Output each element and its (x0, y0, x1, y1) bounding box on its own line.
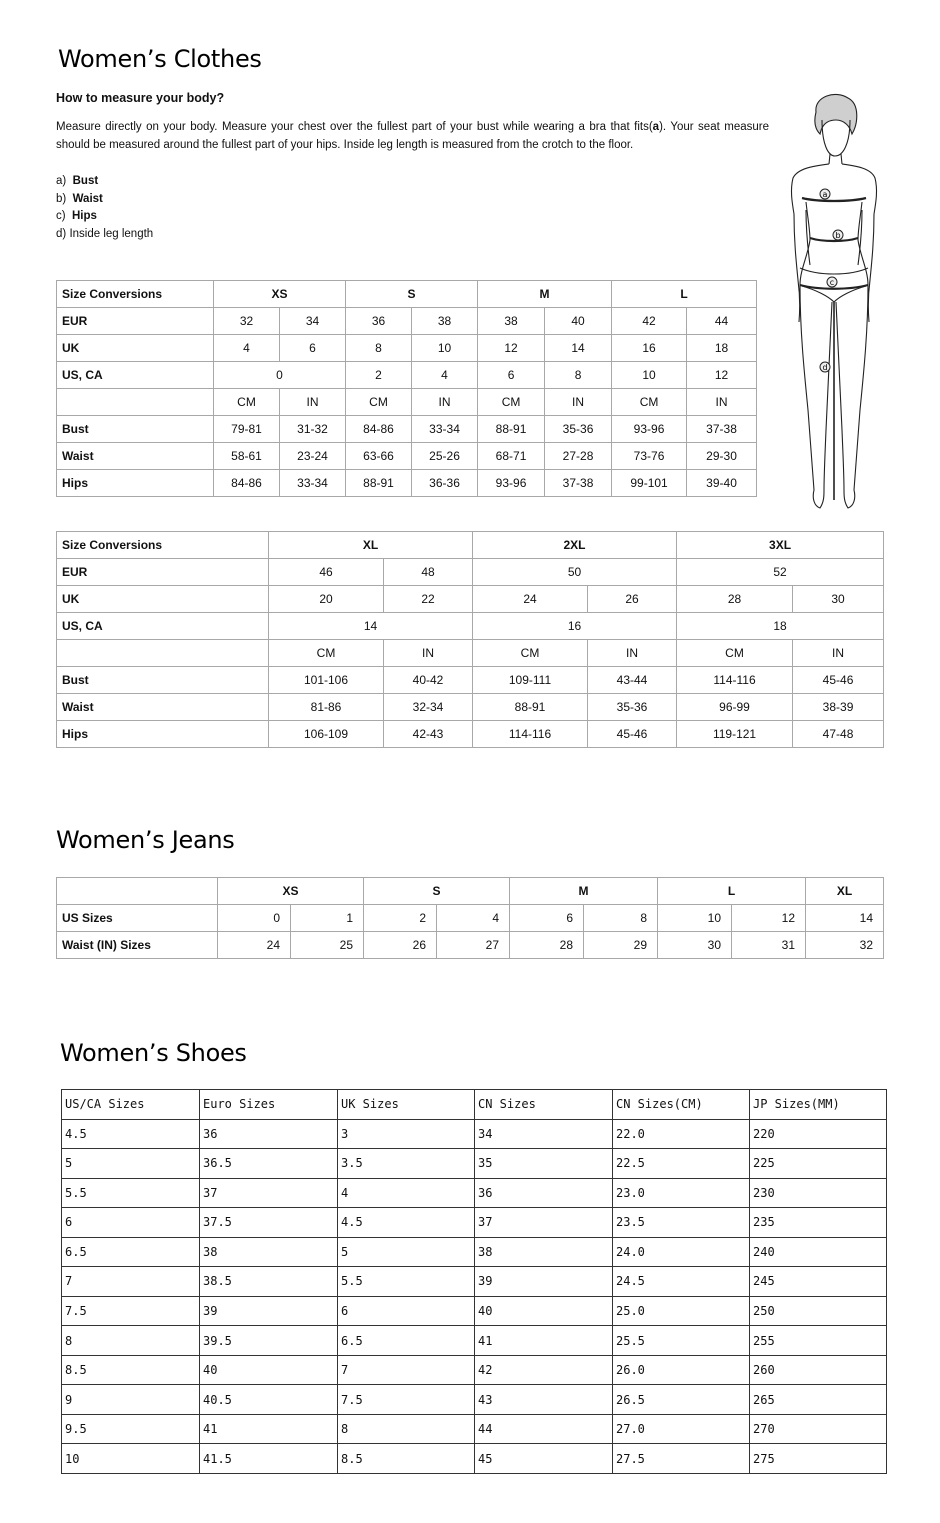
table-cell: 37 (475, 1208, 613, 1238)
table-row-waist-sizes (57, 932, 884, 959)
size-xl-header: XL (269, 532, 473, 559)
table-cell: 6.5 (62, 1237, 200, 1267)
table-cell: 22 (384, 586, 473, 613)
size-xs-header: XS (214, 281, 346, 308)
table-cell: 27-28 (545, 443, 612, 470)
list-label: Hips (71, 210, 97, 222)
table-cell: 0 (214, 362, 346, 389)
list-marker: c) (56, 210, 66, 222)
table-row-bust (57, 416, 757, 443)
table-cell: 44 (687, 308, 757, 335)
list-item-bust (56, 173, 153, 191)
table-cell: 34 (280, 308, 346, 335)
table-cell: 35 (475, 1149, 613, 1179)
table-cell: 5 (338, 1237, 475, 1267)
table-cell: CM (269, 640, 384, 667)
table-cell: 32 (214, 308, 280, 335)
table-cell: 33-34 (412, 416, 478, 443)
clothes-title: Women’s Clothes (58, 45, 262, 73)
table-cell: 255 (750, 1326, 887, 1356)
table-cell: 2 (364, 905, 437, 932)
size-l-header: L (612, 281, 757, 308)
list-label: Inside leg length (69, 227, 154, 240)
table-cell: 42 (612, 308, 687, 335)
table-cell: IN (588, 640, 677, 667)
table-cell: 30 (658, 932, 732, 959)
table-cell: 35-36 (545, 416, 612, 443)
table-cell: CM (346, 389, 412, 416)
row-label: UK (57, 335, 214, 362)
right-shoulder (842, 164, 877, 214)
table-cell: IN (687, 389, 757, 416)
table-cell: 109-111 (473, 667, 588, 694)
table-cell: 27 (437, 932, 510, 959)
table-cell: 240 (750, 1237, 887, 1267)
list-label: Bust (72, 175, 99, 187)
shoes-table (61, 1089, 887, 1474)
table-row (62, 1326, 887, 1356)
table-row-usca (57, 362, 757, 389)
table-cell: 7 (62, 1267, 200, 1297)
table-row-us-sizes (57, 905, 884, 932)
measure-subtitle: How to measure your body? (56, 91, 225, 105)
table-cell: 5.5 (338, 1267, 475, 1297)
instructions-part-2: ). Your seat measure should be measured around the fullest part of your hips. Inside leg length is measured from the crotch to the floor. (56, 121, 769, 151)
table-cell: 28 (510, 932, 584, 959)
clothes-table-xs-l (56, 280, 757, 497)
marker-b-label: b (835, 231, 841, 240)
table-cell: 14 (806, 905, 884, 932)
table-cell: 45-46 (588, 721, 677, 748)
table-cell: 41 (200, 1414, 338, 1444)
table-cell: 34 (475, 1119, 613, 1149)
table-cell: 73-76 (612, 443, 687, 470)
row-label: Bust (57, 667, 269, 694)
table-cell: 8 (62, 1326, 200, 1356)
list-marker: d) (56, 227, 67, 240)
table-cell: 4 (412, 362, 478, 389)
table-cell: 10 (62, 1444, 200, 1474)
marker-c-label: c (829, 278, 835, 287)
empty-cell (57, 878, 218, 905)
table-cell: 8 (584, 905, 658, 932)
table-cell: 16 (473, 613, 677, 640)
hair-shape (815, 94, 857, 134)
table-cell: 39.5 (200, 1326, 338, 1356)
table-cell: IN (280, 389, 346, 416)
row-label: US Sizes (57, 905, 218, 932)
list-item-hips (56, 208, 153, 226)
clothes-table-xl-3xl (56, 531, 884, 748)
table-cell: 16 (612, 335, 687, 362)
table-cell: 96-99 (677, 694, 793, 721)
table-cell: 26.5 (613, 1385, 750, 1415)
table-cell: 41 (475, 1326, 613, 1356)
table-cell: 275 (750, 1444, 887, 1474)
table-cell: 225 (750, 1149, 887, 1179)
table-cell: 265 (750, 1385, 887, 1415)
table-cell: 25.0 (613, 1296, 750, 1326)
table-cell: 1 (291, 905, 364, 932)
row-label: Waist (57, 694, 269, 721)
table-cell: 36 (200, 1119, 338, 1149)
row-label: Bust (57, 416, 214, 443)
table-cell: 50 (473, 559, 677, 586)
table-cell: 38.5 (200, 1267, 338, 1297)
table-cell: 43-44 (588, 667, 677, 694)
table-cell: 6 (510, 905, 584, 932)
table-row (62, 1444, 887, 1474)
table-cell: IN (793, 640, 884, 667)
table-cell: 30 (793, 586, 884, 613)
table-cell: 48 (384, 559, 473, 586)
list-marker: a) (56, 175, 67, 187)
body-measure-figure (778, 90, 888, 515)
table-row-eur (57, 559, 884, 586)
table-cell: IN (412, 389, 478, 416)
table-cell: 31-32 (280, 416, 346, 443)
table-cell: 37-38 (687, 416, 757, 443)
table-cell: 42-43 (384, 721, 473, 748)
table-cell: 41.5 (200, 1444, 338, 1474)
table-cell: 14 (545, 335, 612, 362)
table-cell: IN (545, 389, 612, 416)
table-cell: 23.5 (613, 1208, 750, 1238)
row-label: Waist (57, 443, 214, 470)
marker-a-label: a (822, 190, 828, 199)
table-cell: 38 (200, 1237, 338, 1267)
table-cell: 99-101 (612, 470, 687, 497)
table-cell: 35-36 (588, 694, 677, 721)
size-2xl-header: 2XL (473, 532, 677, 559)
table-cell: 230 (750, 1178, 887, 1208)
table-cell: 4 (338, 1178, 475, 1208)
column-header: UK Sizes (338, 1090, 475, 1120)
table-cell: 22.0 (613, 1119, 750, 1149)
table-cell: 114-116 (677, 667, 793, 694)
table-cell: 6 (478, 362, 545, 389)
table-cell: 106-109 (269, 721, 384, 748)
table-row (62, 1119, 887, 1149)
table-row-waist (57, 443, 757, 470)
size-conversions-header: Size Conversions (57, 532, 269, 559)
column-header: CN Sizes(CM) (613, 1090, 750, 1120)
empty-cell (57, 389, 214, 416)
table-cell: 6 (338, 1296, 475, 1326)
table-cell: 44 (475, 1414, 613, 1444)
table-cell: 79-81 (214, 416, 280, 443)
table-cell: 27.0 (613, 1414, 750, 1444)
list-item-waist (56, 191, 153, 209)
table-row-hips (57, 470, 757, 497)
table-cell: 24 (218, 932, 291, 959)
table-cell: 8.5 (338, 1444, 475, 1474)
table-cell: 2 (346, 362, 412, 389)
table-cell: 40 (475, 1296, 613, 1326)
row-label: Hips (57, 721, 269, 748)
table-cell: 7.5 (338, 1385, 475, 1415)
table-cell: 3 (338, 1119, 475, 1149)
table-cell: 20 (269, 586, 384, 613)
table-cell: 114-116 (473, 721, 588, 748)
table-cell: CM (612, 389, 687, 416)
table-cell: CM (214, 389, 280, 416)
table-cell: 29-30 (687, 443, 757, 470)
table-row (62, 1149, 887, 1179)
table-row (62, 1355, 887, 1385)
size-s-header: S (346, 281, 478, 308)
size-3xl-header: 3XL (677, 532, 884, 559)
table-cell: 36-36 (412, 470, 478, 497)
table-cell: 63-66 (346, 443, 412, 470)
table-cell: 14 (269, 613, 473, 640)
table-cell: 4.5 (62, 1119, 200, 1149)
size-m-header: M (478, 281, 612, 308)
table-row-uk (57, 335, 757, 362)
table-row (62, 1267, 887, 1297)
jeans-size-m: M (510, 878, 658, 905)
left-arm (794, 214, 800, 322)
table-cell: 22.5 (613, 1149, 750, 1179)
table-cell: 26 (364, 932, 437, 959)
face-outline (822, 120, 850, 156)
table-cell: 88-91 (346, 470, 412, 497)
table-cell: 250 (750, 1296, 887, 1326)
table-cell: 81-86 (269, 694, 384, 721)
table-cell: 28 (677, 586, 793, 613)
table-cell: 45-46 (793, 667, 884, 694)
table-row (62, 1208, 887, 1238)
table-cell: 47-48 (793, 721, 884, 748)
right-arm (868, 214, 874, 322)
table-cell: 45 (475, 1444, 613, 1474)
table-cell: 245 (750, 1267, 887, 1297)
empty-cell (57, 640, 269, 667)
table-row (62, 1237, 887, 1267)
table-cell: 29 (584, 932, 658, 959)
table-cell: 18 (687, 335, 757, 362)
table-cell: 5 (62, 1149, 200, 1179)
list-marker: b) (56, 192, 67, 205)
table-cell: 101-106 (269, 667, 384, 694)
table-cell: 25 (291, 932, 364, 959)
left-foot (813, 490, 824, 508)
row-label: Hips (57, 470, 214, 497)
table-cell: 23-24 (280, 443, 346, 470)
table-row-bust (57, 667, 884, 694)
table-cell: 38 (475, 1237, 613, 1267)
jeans-size-xs: XS (218, 878, 364, 905)
table-cell: 10 (612, 362, 687, 389)
table-row-units (57, 389, 757, 416)
table-row-eur (57, 308, 757, 335)
table-row (62, 1385, 887, 1415)
table-cell: 93-96 (612, 416, 687, 443)
table-cell: 12 (478, 335, 545, 362)
table-cell: 88-91 (478, 416, 545, 443)
table-cell: CM (473, 640, 588, 667)
row-label: UK (57, 586, 269, 613)
list-label: Waist (72, 192, 103, 205)
table-row (62, 1414, 887, 1444)
left-leg-inner (824, 302, 832, 490)
brief-top (800, 268, 868, 274)
column-header: CN Sizes (475, 1090, 613, 1120)
measure-list (56, 173, 153, 243)
table-cell: 40 (200, 1355, 338, 1385)
table-cell: 36 (346, 308, 412, 335)
right-foot (844, 490, 855, 508)
table-cell: 10 (412, 335, 478, 362)
table-row (62, 1178, 887, 1208)
table-cell: 31 (732, 932, 806, 959)
table-cell: 38 (412, 308, 478, 335)
table-cell: 25-26 (412, 443, 478, 470)
table-cell: 25.5 (613, 1326, 750, 1356)
table-cell: 8 (338, 1414, 475, 1444)
bust-line (802, 198, 866, 201)
row-label: EUR (57, 308, 214, 335)
table-header-row (62, 1090, 887, 1120)
table-cell: 4 (214, 335, 280, 362)
table-cell: 9 (62, 1385, 200, 1415)
table-cell: 26 (588, 586, 677, 613)
table-cell: 24.0 (613, 1237, 750, 1267)
jeans-size-l: L (658, 878, 806, 905)
row-label: Waist (IN) Sizes (57, 932, 218, 959)
table-cell: 42 (475, 1355, 613, 1385)
table-cell: CM (478, 389, 545, 416)
jeans-size-s: S (364, 878, 510, 905)
table-cell: 88-91 (473, 694, 588, 721)
table-row-hips (57, 721, 884, 748)
table-cell: 37-38 (545, 470, 612, 497)
table-cell: 260 (750, 1355, 887, 1385)
table-cell: 93-96 (478, 470, 545, 497)
table-cell: 39-40 (687, 470, 757, 497)
table-cell: 8 (346, 335, 412, 362)
table-cell: 8.5 (62, 1355, 200, 1385)
marker-d-label: d (822, 363, 828, 372)
table-cell: 36.5 (200, 1149, 338, 1179)
table-cell: 38-39 (793, 694, 884, 721)
table-cell: 39 (475, 1267, 613, 1297)
jeans-size-xl: XL (806, 878, 884, 905)
instructions-part-1: Measure directly on your body. Measure your chest over the fullest part of your bust while wearing a bra that fits( (56, 121, 653, 133)
table-cell: 58-61 (214, 443, 280, 470)
table-cell: 23.0 (613, 1178, 750, 1208)
table-cell: IN (384, 640, 473, 667)
size-conversions-header: Size Conversions (57, 281, 214, 308)
table-row-waist (57, 694, 884, 721)
table-cell: 12 (732, 905, 806, 932)
table-cell: 40 (545, 308, 612, 335)
table-cell: 8 (545, 362, 612, 389)
table-cell: 7.5 (62, 1296, 200, 1326)
table-cell: 12 (687, 362, 757, 389)
table-cell: 52 (677, 559, 884, 586)
measure-instructions (56, 118, 769, 154)
table-row (62, 1296, 887, 1326)
table-cell: 24 (473, 586, 588, 613)
table-cell: 10 (658, 905, 732, 932)
right-leg-outer (854, 285, 868, 490)
table-cell: 84-86 (346, 416, 412, 443)
table-cell: 0 (218, 905, 291, 932)
table-cell: 33-34 (280, 470, 346, 497)
right-leg-inner (836, 302, 844, 490)
table-cell: 4.5 (338, 1208, 475, 1238)
right-torso (858, 202, 868, 285)
table-cell: 24.5 (613, 1267, 750, 1297)
table-cell: 40.5 (200, 1385, 338, 1415)
table-cell: 68-71 (478, 443, 545, 470)
jeans-title: Women’s Jeans (56, 826, 235, 854)
table-cell: 43 (475, 1385, 613, 1415)
table-cell: 9.5 (62, 1414, 200, 1444)
instructions-bold-a: a (652, 121, 660, 133)
table-cell: 3.5 (338, 1149, 475, 1179)
table-cell: 220 (750, 1119, 887, 1149)
table-cell: 6 (280, 335, 346, 362)
column-header: JP Sizes(MM) (750, 1090, 887, 1120)
table-cell: 39 (200, 1296, 338, 1326)
list-item-inside-leg (56, 226, 153, 244)
table-cell: 37.5 (200, 1208, 338, 1238)
column-header: US/CA Sizes (62, 1090, 200, 1120)
column-header: Euro Sizes (200, 1090, 338, 1120)
table-cell: CM (677, 640, 793, 667)
table-cell: 119-121 (677, 721, 793, 748)
left-leg-outer (800, 285, 814, 490)
table-row-usca (57, 613, 884, 640)
table-cell: 7 (338, 1355, 475, 1385)
jeans-table (56, 877, 884, 959)
table-cell: 32-34 (384, 694, 473, 721)
table-cell: 235 (750, 1208, 887, 1238)
table-cell: 18 (677, 613, 884, 640)
table-cell: 6 (62, 1208, 200, 1238)
table-cell: 37 (200, 1178, 338, 1208)
row-label: EUR (57, 559, 269, 586)
table-cell: 36 (475, 1178, 613, 1208)
shoes-title: Women’s Shoes (60, 1039, 247, 1067)
table-cell: 27.5 (613, 1444, 750, 1474)
table-cell: 270 (750, 1414, 887, 1444)
table-row-uk (57, 586, 884, 613)
table-cell: 6.5 (338, 1326, 475, 1356)
table-cell: 38 (478, 308, 545, 335)
table-cell: 46 (269, 559, 384, 586)
table-cell: 84-86 (214, 470, 280, 497)
table-cell: 40-42 (384, 667, 473, 694)
table-cell: 26.0 (613, 1355, 750, 1385)
row-label: US, CA (57, 613, 269, 640)
left-torso (800, 202, 810, 285)
table-cell: 4 (437, 905, 510, 932)
table-cell: 32 (806, 932, 884, 959)
table-cell: 5.5 (62, 1178, 200, 1208)
table-row-units (57, 640, 884, 667)
row-label: US, CA (57, 362, 214, 389)
